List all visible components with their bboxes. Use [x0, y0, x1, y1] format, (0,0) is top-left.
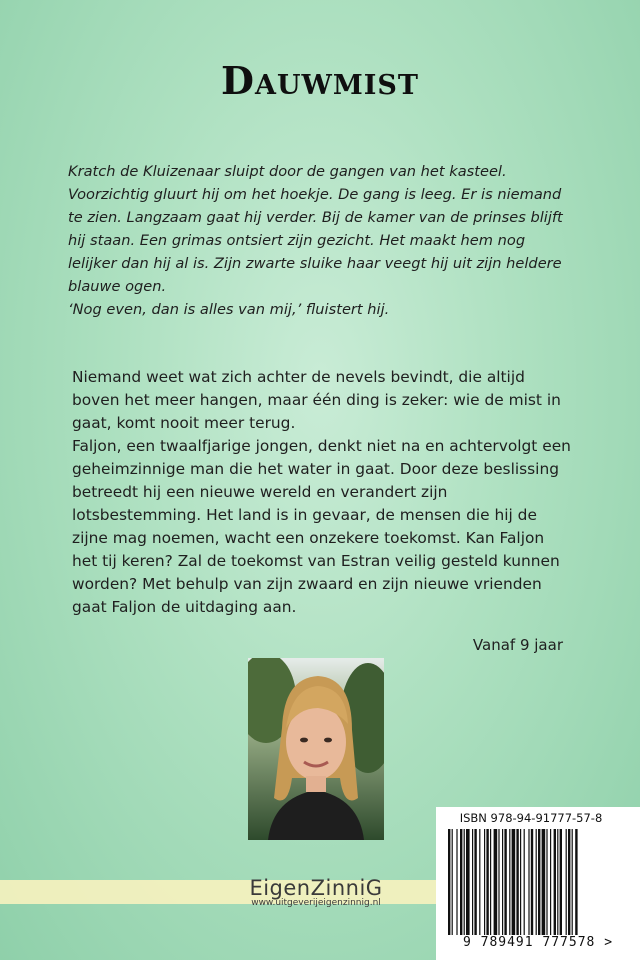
author-photo [248, 658, 384, 840]
blurb [72, 366, 572, 619]
author-portrait-illustration [248, 658, 384, 840]
excerpt [68, 160, 568, 321]
publisher-name: EigenZinniG [249, 876, 383, 900]
excerpt-paragraph-1: Kratch de Kluizenaar sluipt door de gangen van het kasteel. Voorzichtig gluurt hij om het hoekje. De gang is leeg. Er is niemand te zien. Langzaam gaat hij verder. Bij de kamer van de prinses blijft hij staan. Een grimas ontsiert zijn gezicht. Het maakt hem nog lelijker dan hij al is. Zijn zwarte sluike haar veegt hij uit zijn heldere blauwe ogen. [68, 163, 563, 295]
isbn-barcode-box [436, 807, 640, 960]
barcode-image [446, 829, 626, 935]
excerpt-paragraph-2: ‘Nog even, dan is alles van mij,’ fluistert hij. [68, 301, 390, 318]
book-title: Dauwmist [221, 58, 419, 103]
age-recommendation: Vanaf 9 jaar [472, 636, 563, 654]
blurb-paragraph-2: Faljon, een twaalfjarige jongen, denkt niet na en achtervolgt een geheimzinnige man die het water in gaat. Door deze beslissing betreedt hij een nieuwe wereld en verandert zijn lotsbestemming. Het land is in gevaar, de mensen die hij de zijne mag noemen, wacht een onzekere toekomst. Kan Faljon het tij keren? Zal de toekomst van Estran veilig gesteld kunnen worden? Met behulp van zijn zwaard en zijn nieuwe vrienden gaat Faljon de uitdaging aan. [72, 437, 571, 616]
publisher-logo [236, 876, 396, 908]
isbn-label: ISBN 978-94-91777-57-8 [459, 811, 603, 825]
barcode-digits: 9 789491 777578 > [462, 935, 614, 950]
blurb-paragraph-1: Niemand weet wat zich achter de nevels bevindt, die altijd boven het meer hangen, maar één ding is zeker: wie de mist in gaat, komt nooit meer terug. [72, 368, 561, 432]
publisher-url: www.uitgeverijeigenzinnig.nl [251, 898, 381, 908]
